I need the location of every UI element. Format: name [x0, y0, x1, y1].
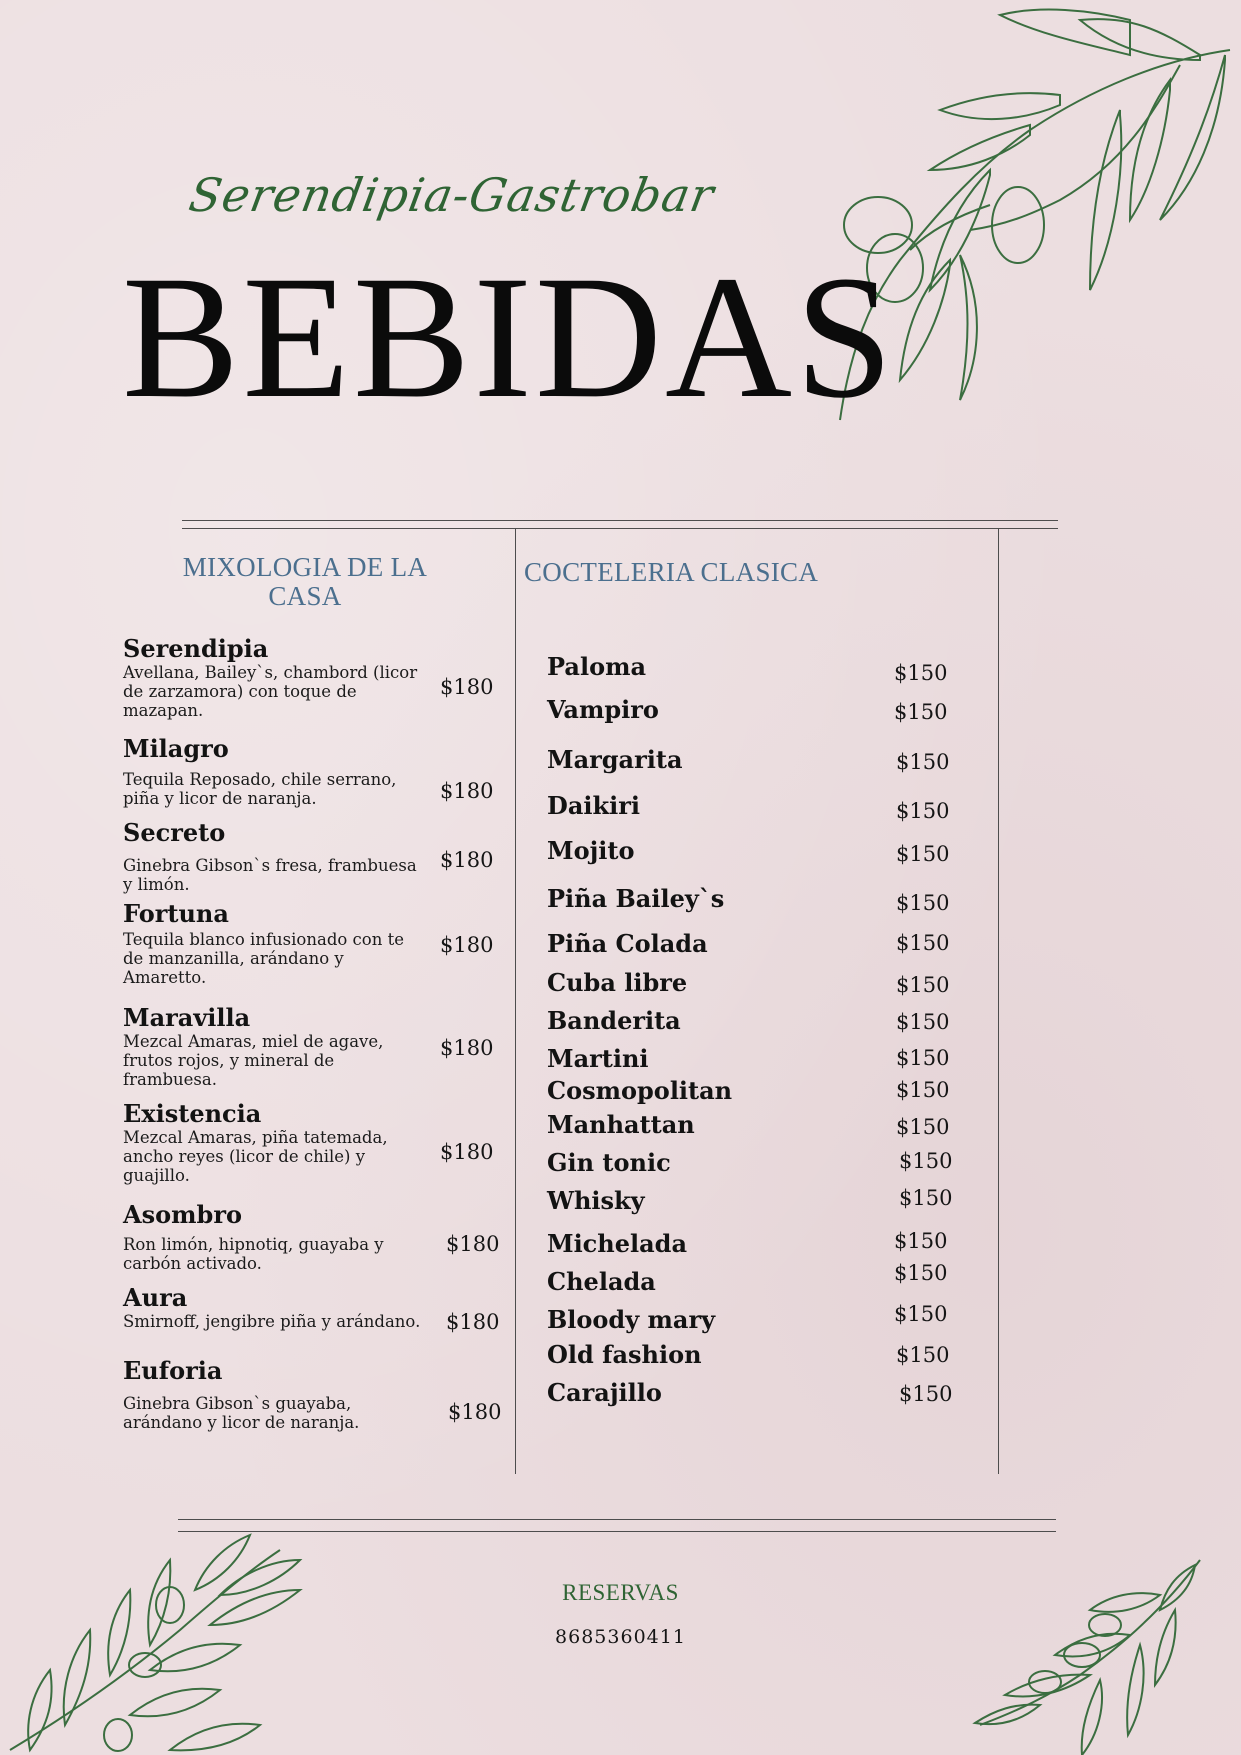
cocktail-price: $150	[894, 1302, 948, 1326]
menu-item-desc: Smirnoff, jengibre piña y arándano.	[123, 1312, 421, 1331]
column-divider-right	[998, 528, 999, 1474]
section-heading-cocteleria: COCTELERIA CLASICA	[524, 557, 819, 587]
cocktail-price: $150	[896, 931, 950, 955]
menu-item	[123, 1356, 428, 1432]
cocktail-price: $150	[894, 661, 948, 685]
menu-item-name: Maravilla	[123, 1003, 251, 1032]
reservas-phone[interactable]: 8685360411	[555, 1626, 686, 1648]
menu-item	[123, 634, 428, 720]
menu-item-price: $180	[440, 933, 494, 957]
cocktail-price: $150	[896, 750, 950, 774]
cocktail-name: Bloody mary	[547, 1305, 716, 1334]
cocktail-price: $150	[894, 1261, 948, 1285]
menu-item-desc: Tequila Reposado, chile serrano, piña y licor de naranja.	[123, 770, 397, 808]
menu-item	[123, 1003, 428, 1089]
cocktail-name: Old fashion	[547, 1340, 702, 1369]
page-title: BEBIDAS	[122, 240, 896, 435]
menu-item-price: $180	[440, 1036, 494, 1060]
cocktail-price: $150	[894, 1229, 948, 1253]
menu-item-name: Secreto	[123, 818, 226, 847]
cocktail-name: Martini	[547, 1044, 649, 1073]
menu-item-name: Milagro	[123, 734, 229, 763]
brand-name: Serendipia-Gastrobar	[185, 168, 719, 222]
cocktail-name: Manhattan	[547, 1110, 695, 1139]
cocktail-name: Whisky	[547, 1186, 645, 1215]
menu-item	[123, 818, 428, 894]
menu-item-desc: Avellana, Bailey`s, chambord (licor de zarzamora) con toque de mazapan.	[123, 663, 418, 720]
menu-item-desc: Mezcal Amaras, piña tatemada, ancho reyes (licor de chile) y guajillo.	[123, 1128, 388, 1185]
cocktail-price: $150	[899, 1149, 953, 1173]
menu-item-price: $180	[440, 1140, 494, 1164]
cocktail-name: Piña Colada	[547, 929, 708, 958]
menu-item-name: Serendipia	[123, 634, 269, 663]
divider-top-2	[182, 528, 1058, 529]
menu-item-price: $180	[440, 675, 494, 699]
cocktail-price: $150	[896, 973, 950, 997]
cocktail-name: Banderita	[547, 1006, 681, 1035]
menu-item-name: Euforia	[123, 1356, 223, 1385]
menu-item	[123, 1099, 428, 1185]
cocktail-price: $150	[899, 1382, 953, 1406]
menu-item	[123, 1200, 428, 1273]
cocktail-name: Paloma	[547, 652, 647, 681]
cocktail-name: Cuba libre	[547, 968, 688, 997]
cocktail-price: $150	[899, 1186, 953, 1210]
menu-item-desc: Ron limón, hipnotiq, guayaba y carbón activado.	[123, 1235, 384, 1273]
menu-item-price: $180	[440, 779, 494, 803]
cocktail-name: Chelada	[547, 1267, 656, 1296]
divider-top-1	[182, 520, 1058, 521]
cocktail-price: $150	[896, 1115, 950, 1139]
cocktail-name: Daikiri	[547, 791, 640, 820]
cocktail-name: Mojito	[547, 836, 635, 865]
menu-item-name: Aura	[123, 1283, 188, 1312]
cocktail-name: Vampiro	[547, 695, 659, 724]
divider-bottom-2	[178, 1531, 1056, 1532]
menu-item-name: Existencia	[123, 1099, 262, 1128]
cocktail-price: $150	[896, 1078, 950, 1102]
menu-item	[123, 899, 428, 987]
menu-item	[123, 1283, 428, 1331]
menu-item-name: Fortuna	[123, 899, 229, 928]
section-heading-mixologia: MIXOLOGIA DE LA CASA	[182, 552, 428, 611]
menu-item	[123, 734, 428, 808]
cocktail-price: $150	[896, 1010, 950, 1034]
menu-item-price: $180	[448, 1400, 502, 1424]
cocktail-price: $150	[896, 891, 950, 915]
menu-item-desc: Ginebra Gibson`s fresa, frambuesa y limón.	[123, 856, 417, 894]
cocktail-name: Margarita	[547, 745, 683, 774]
menu-item-price: $180	[440, 848, 494, 872]
cocktail-name: Piña Bailey`s	[547, 884, 725, 913]
menu-item-desc: Tequila blanco infusionado con te de manzanilla, arándano y Amaretto.	[123, 930, 404, 987]
cocktail-price: $150	[896, 1343, 950, 1367]
menu-item-name: Asombro	[123, 1200, 242, 1229]
menu-item-desc: Ginebra Gibson`s guayaba, arándano y licor de naranja.	[123, 1394, 360, 1432]
divider-bottom-1	[178, 1519, 1056, 1520]
cocktail-name: Michelada	[547, 1229, 688, 1258]
menu-item-price: $180	[446, 1310, 500, 1334]
cocktail-name: Cosmopolitan	[547, 1076, 733, 1105]
menu-item-desc: Mezcal Amaras, miel de agave, frutos rojos, y mineral de frambuesa.	[123, 1032, 384, 1089]
reservas-label: RESERVAS	[562, 1580, 679, 1605]
cocktail-price: $150	[896, 1046, 950, 1070]
cocktail-name: Carajillo	[547, 1378, 662, 1407]
menu-item-price: $180	[446, 1232, 500, 1256]
cocktail-price: $150	[896, 842, 950, 866]
cocktail-price: $150	[896, 799, 950, 823]
cocktail-name: Gin tonic	[547, 1148, 671, 1177]
column-divider-left	[515, 528, 516, 1474]
cocktail-price: $150	[894, 700, 948, 724]
